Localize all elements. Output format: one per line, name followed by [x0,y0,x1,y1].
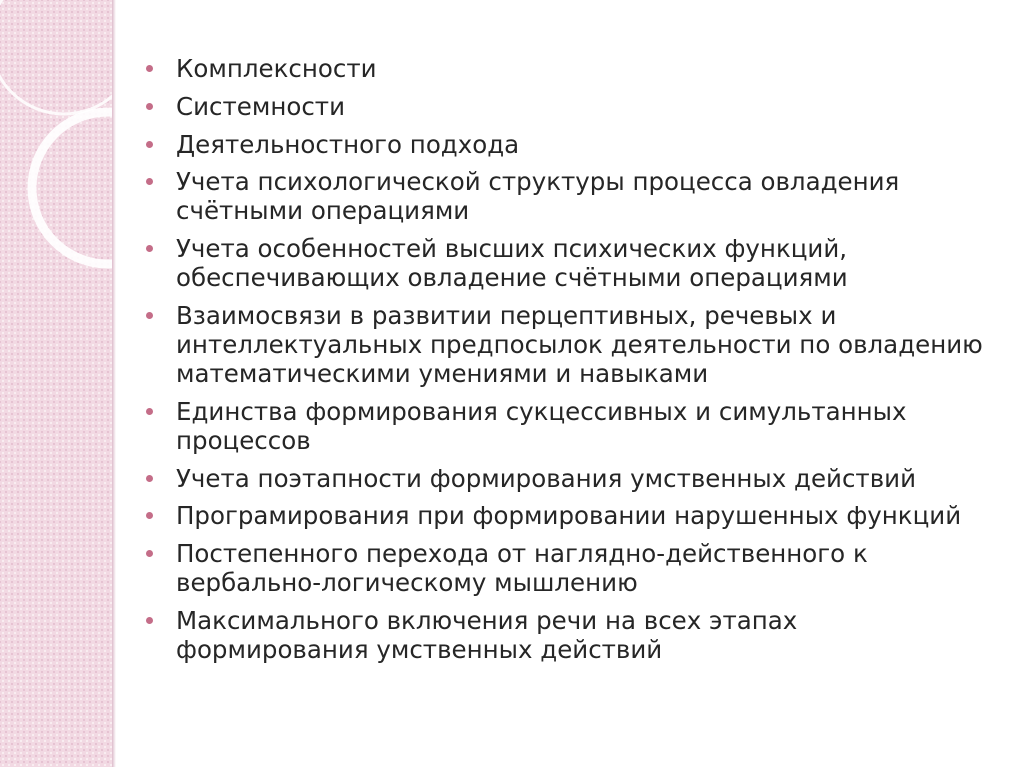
bullet-dot-icon [146,617,153,624]
bullet-dot-icon [146,245,153,252]
bullet-list [146,54,986,673]
list-item [146,397,986,455]
list-item-text: Деятельностного подхода [176,129,520,159]
list-item-text: Взаимосвязи в развитии перцептивных, речевых и интеллектуальных предпосылок деятельности по овладению математическими умениями и навыками [176,300,983,388]
bullet-dot-icon [146,408,153,415]
decorative-sidebar [0,0,112,767]
list-item [146,130,986,159]
list-item [146,606,986,664]
bullet-dot-icon [146,178,153,185]
list-item-text: Учета психологической структуры процесса овладения счётными операциями [176,167,900,226]
list-item [146,54,986,83]
list-item-text: Единства формирования сукцессивных и симультанных процессов [176,396,907,455]
ring-decoration [32,112,112,264]
sidebar-divider [112,0,116,767]
list-item [146,167,986,225]
ring-decoration [0,0,112,114]
bullet-dot-icon [146,65,153,72]
list-item-text: Постепенного перехода от наглядно-действенного к вербально-логическому мышлению [176,539,868,598]
list-item [146,464,986,493]
list-item [146,92,986,121]
bullet-dot-icon [146,512,153,519]
list-item-text: Програмирования при формировании нарушенных функций [176,501,962,531]
bullet-dot-icon [146,550,153,557]
bullet-dot-icon [146,103,153,110]
list-item [146,234,986,292]
list-item [146,539,986,597]
decorative-rings [0,0,112,767]
list-item-text: Комплексности [176,54,377,83]
list-item-text: Максимального включения речи на всех этапах формирования умственных действий [176,605,798,664]
list-item-text: Учета особенностей высших психических функций, обеспечивающих овладение счётными операциями [176,234,848,293]
list-item-text: Учета поэтапности формирования умственных действий [176,463,916,493]
bullet-dot-icon [146,475,153,482]
bullet-dot-icon [146,141,153,148]
list-item [146,301,986,388]
list-item-text: Системности [176,91,345,121]
list-item [146,501,986,530]
bullet-dot-icon [146,312,153,319]
